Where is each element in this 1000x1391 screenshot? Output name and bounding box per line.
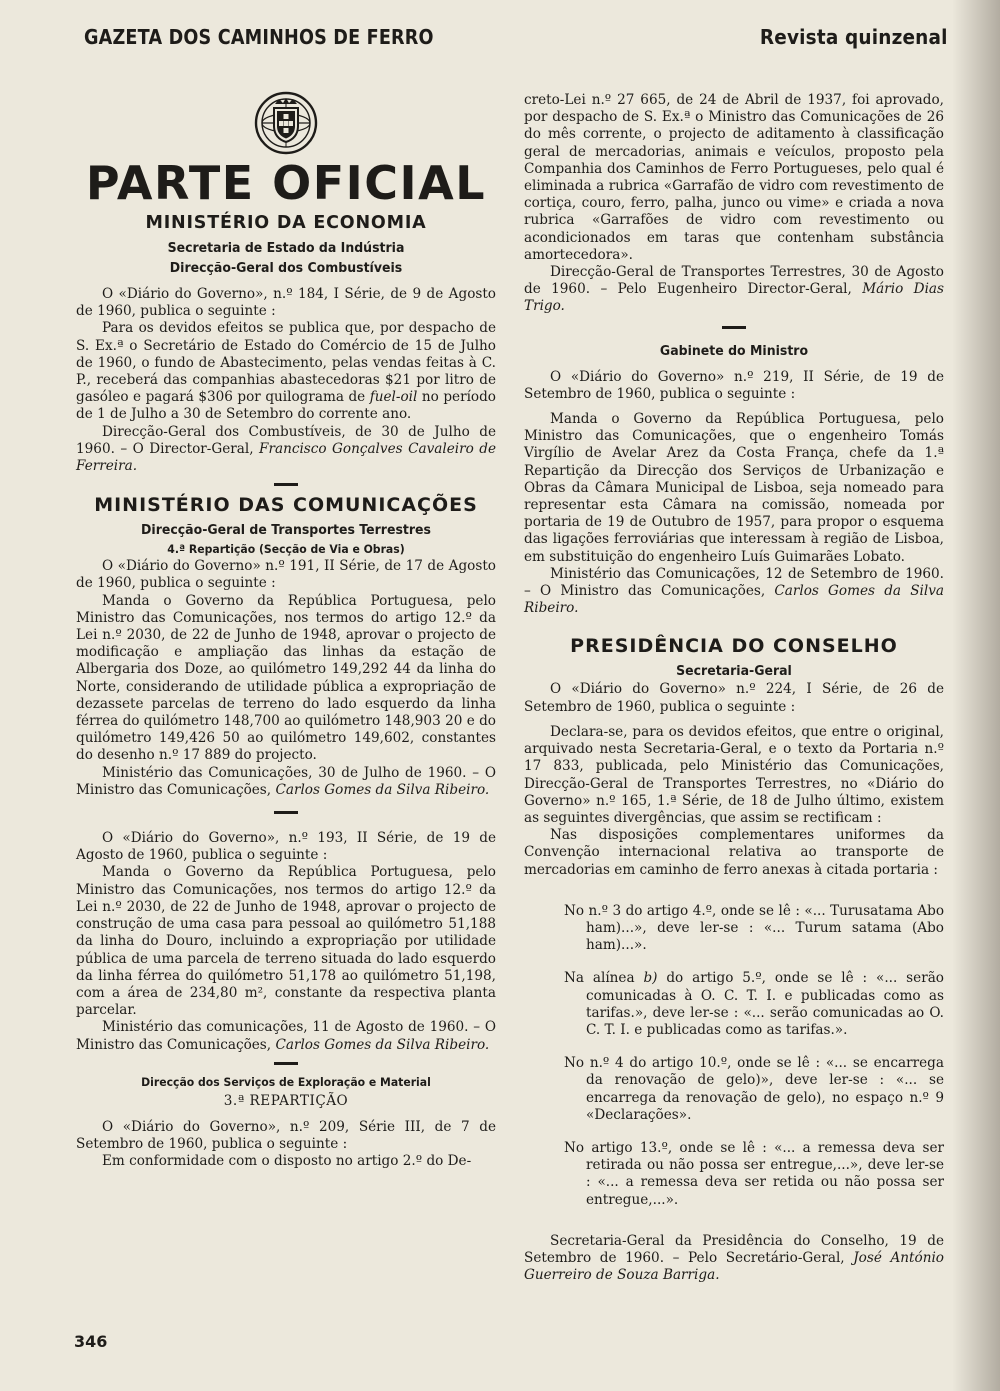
secretaria-geral-heading: Secretaria-Geral (676, 663, 792, 680)
ministry-heading-economia: MINISTÉRIO DA ECONOMIA (145, 213, 427, 233)
secretaria-heading: Secretaria de Estado da Indústria (167, 240, 405, 256)
paragraph: Declara-se, para os devidos efeitos, que entre o original, arquivado nesta Secretaria-Geral, e o texto da Portaria n.º 17 833, publicada, pelo Ministério das Comunicações, Direcção-Geral de Transportes Terrestres, no «Diário do Governo» n.º 165, 1.ª Série, de 18 de Julho último, existem as seguintes divergências, que assim se rectificam : (524, 723, 944, 826)
signature-paragraph: Ministério das Comunicações, 30 de Julho de 1960. – O Ministro das Comunicações, Carlos Gomes da Silva Ribeiro. (76, 764, 496, 798)
paragraph: Manda o Governo da República Portuguesa, pelo Ministro das Comunicações, nos termos do artigo 12.º da Lei n.º 2030, de 22 de Junho de 1948, aprovar o projecto de construção de uma casa para pessoal ao quilómetro 51,188 da linha do Douro, incluindo a expropriação por utilidade pública de uma parcela de terreno situada do lado esquerdo da linha férrea do quilómetro 51,178 ao quilómetro 51,198, com a área de 234,80 m², constante da respectiva planta parcelar. (76, 864, 496, 1019)
paragraph: Nas disposições complementares uniformes da Convenção internacional relativa ao transporte de mercadorias em caminho de ferro anexas à citada portaria : (524, 827, 944, 878)
left-column (76, 90, 496, 1170)
ministry-heading-comunicacoes: MINISTÉRIO DAS COMUNICAÇÕES (94, 494, 478, 517)
paragraph: Em conformidade com o disposto no artigo 2.º do De- (102, 1153, 472, 1170)
paragraph: O «Diário do Governo», n.º 209, Série III, de 7 de Setembro de 1960, publica o seguinte : (76, 1118, 496, 1152)
binding-shadow (952, 0, 1000, 1391)
right-column (524, 92, 944, 1284)
page-number: 346 (74, 1332, 108, 1351)
rectification-item: Na alínea b) do artigo 5.º, onde se lê : «... serão comunicadas à O. C. T. I. e publicadas como as tarifas.», deve ler-se : «... serão comunicadas ao O. C. T. I. e publicadas como as tarifas.». (564, 970, 944, 1038)
signature-paragraph: Direcção-Geral de Transportes Terrestres, 30 de Agosto de 1960. – Pelo Eugenheiro Director-Geral, Mário Dias Trigo. (524, 264, 945, 315)
direccao-transportes-heading: Direcção-Geral de Transportes Terrestres (141, 522, 431, 539)
divider (722, 326, 746, 329)
divider (274, 1062, 298, 1065)
direccao-exploracao-heading: Direcção dos Serviços de Exploração e Material (141, 1074, 431, 1089)
paragraph: O «Diário do Governo» n.º 219, II Série, de 19 de Setembro de 1960, publica o seguinte : (524, 368, 944, 402)
signature-paragraph: Secretaria-Geral da Presidência do Conselho, 19 de Setembro de 1960. – Pelo Secretário-Geral, José António Guerreiro de Souza Barriga. (524, 1232, 944, 1284)
section-title: PARTE OFICIAL (85, 156, 487, 210)
coat-of-arms-icon (253, 90, 319, 156)
rectification-item: No n.º 4 do artigo 10.º, onde se lê : «... se encarrega da renovação de gelo)», deve ler-se : «... se encarrega da renovação de gelo), no espaço n.º 9 «Declarações». (564, 1055, 944, 1123)
paragraph: Manda o Governo da República Portuguesa, pelo Ministro das Comunicações, que o engenheiro Tomás Virgílio de Avelar Arez da Costa França, chefe da 1.ª Repartição da Direcção dos Serviços de Urbanização e Obras da Câmara Municipal de Lisboa, seja nomeado para representar esta Câmara na comissão, nomeada por portaria de 19 de Outubro de 1957, para propor o esquema das ligações ferroviárias que interessam à região de Lisboa, em substituição do engenheiro Luís Guimarães Lobato. (524, 411, 944, 565)
running-head (84, 22, 948, 52)
paragraph: Para os devidos efeitos se publica que, por despacho de S. Ex.ª o Secretário de Estado do Comércio de 15 de Julho de 1960, o fundo de Abastecimento, pelas vendas feitas à C. P., receberá das companhias abastecedoras $21 por litro de gasóleo e pagará $306 por quilograma de fuel-oil no período de 1 de Julho a 30 de Setembro do corrente ano. (76, 320, 496, 423)
rectification-item: No n.º 3 do artigo 4.º, onde se lê : «... Turusatama Abo ham)...», deve ler-se : «... Turum satama (Abo ham)...». (564, 902, 944, 954)
paragraph: O «Diário do Governo» n.º 191, II Série, de 17 de Agosto de 1960, publica o seguinte : (76, 558, 496, 592)
paragraph: O «Diário do Governo», n.º 193, II Série, de 19 de Agosto de 1960, publica o seguinte : (76, 830, 496, 864)
signature-paragraph: Direcção-Geral dos Combustíveis, de 30 de Julho de 1960. – O Director-Geral, Francisco Gonçalves Cavaleiro de Ferreira. (76, 423, 496, 475)
paragraph: Manda o Governo da República Portuguesa, pelo Ministro das Comunicações, nos termos do artigo 12.º da Lei n.º 2030, de 22 de Junho de 1948, aprovar o projecto de modificação e ampliação das linhas da estação de Albergaria dos Doze, ao quilómetro 149,292 44 da linha do Norte, considerando de utilidade pública a expropriação de dezassete parcelas de terreno do lado esquerdo da linha férrea do quilómetro 148,700 ao quilómetro 148,903 20 e do quilómetro 149,426 50 ao quilómetro 149,602, constantes do desenho n.º 17 889 do projecto. (76, 592, 496, 764)
rectification-item: No artigo 13.º, onde se lê : «... a remessa deva ser retirada ou não possa ser entregue,...», deve ler-se : «... a remessa deva ser retida ou não possa ser entregue,...». (564, 1139, 944, 1208)
signature-paragraph: Ministério das Comunicações, 12 de Setembro de 1960. – O Ministro das Comunicações, Carlos Gomes da Silva Ribeiro. (524, 565, 944, 617)
paragraph: creto-Lei n.º 27 665, de 24 de Abril de 1937, foi aprovado, por despacho de S. Ex.ª o Ministro das Comunicações de 26 do mês corrente, o projecto de aditamento à classificação geral de mercadorias, animais e veículos, proposto pela Companhia dos Caminhos de Ferro Portugueses, pelo qual é eliminada a rubrica «Garrafão de vidro com revestimento de cortiça, couro, ferro, palha, junco ou vime» e criada a nova rubrica «Garrafões de vidro com revestimento ou acondicionados em taras que contenham substância amortecedora». (524, 92, 944, 263)
paragraph: O «Diário do Governo» n.º 224, I Série, de 26 de Setembro de 1960, publica o seguinte : (524, 681, 944, 715)
gabinete-heading: Gabinete do Ministro (659, 342, 809, 359)
reparticao-heading: 4.ª Repartição (Secção de Via e Obras) (167, 542, 405, 557)
divider (274, 811, 298, 814)
paragraph: O «Diário do Governo», n.º 184, I Série, de 9 de Agosto de 1960, publica o seguinte : (76, 286, 496, 320)
journal-frequency: Revista quinzenal (760, 25, 948, 49)
emblem-wrap (76, 90, 496, 156)
journal-title: GAZETA DOS CAMINHOS DE FERRO (84, 25, 434, 49)
reparticao-heading: 3.ª REPARTIÇÃO (223, 1092, 349, 1109)
direccao-combustiveis-heading: Direcção-Geral dos Combustíveis (169, 260, 403, 276)
presidencia-heading: PRESIDÊNCIA DO CONSELHO (570, 635, 898, 658)
divider (274, 483, 298, 486)
signature-paragraph: Ministério das comunicações, 11 de Agosto de 1960. – O Ministro das Comunicações, Carlos Gomes da Silva Ribeiro. (76, 1019, 496, 1053)
